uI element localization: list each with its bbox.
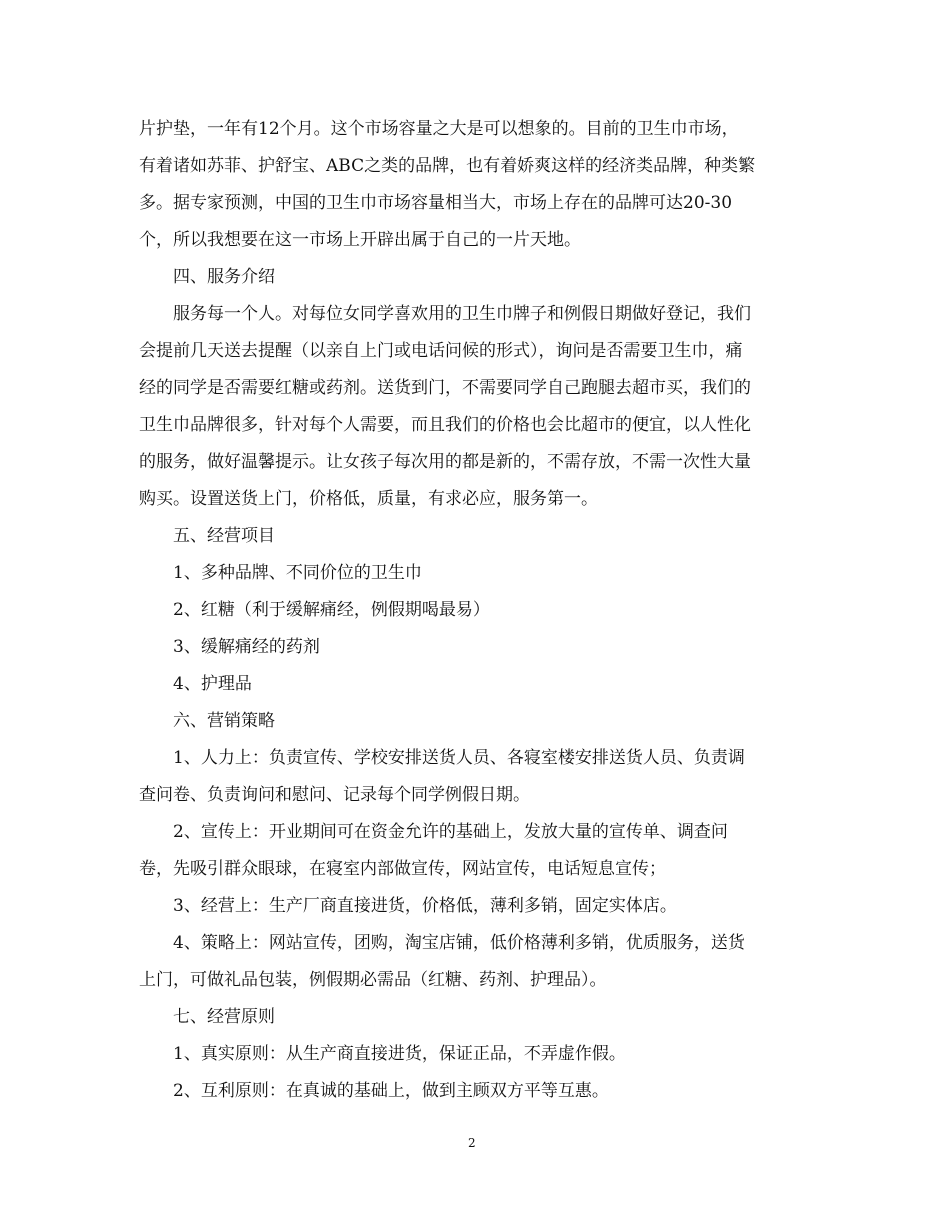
text-line: 片护垫，一年有12个月。这个市场容量之大是可以想象的。目前的卫生巾市场， [139,119,739,139]
list-item: 2、红糖（利于缓解痛经，例假期喝最易） [173,600,490,620]
section-heading: 七、经营原则 [173,1007,275,1027]
text-line: 会提前几天送去提醒（以亲自上门或电话问候的形式），询问是否需要卫生巾，痛 [139,341,743,361]
list-item: 2、互利原则：在真诚的基础上，做到主顾双方平等互惠。 [173,1081,609,1101]
text-line: 卷，先吸引群众眼球，在寝室内部做宣传，网站宣传，电话短息宣传； [139,859,666,879]
list-item: 1、多种品牌、不同价位的卫生巾 [173,563,422,583]
text-line: 多。据专家预测，中国的卫生巾市场容量相当大，市场上存在的品牌可达20-30 [139,193,733,213]
section-heading: 六、营销策略 [173,711,275,731]
text-line: 上门，可做礼品包装，例假期必需品（红糖、药剂、护理品）。 [139,970,607,990]
text-line: 个，所以我想要在这一市场上开辟出属于自己的一片天地。 [139,230,581,250]
list-item: 1、人力上：负责宣传、学校安排送货人员、各寝室楼安排送货人员、负责调 [173,748,745,768]
list-item: 4、护理品 [173,674,252,694]
text-line: 卫生巾品牌很多，针对每个人需要，而且我们的价格也会比超市的便宜，以人性化 [139,415,751,435]
text-line: 的服务，做好温馨提示。让女孩子每次用的都是新的，不需存放，不需一次性大量 [139,452,751,472]
text-line: 服务每一个人。对每位女同学喜欢用的卫生巾牌子和例假日期做好登记，我们 [173,304,751,324]
list-item: 1、真实原则：从生产商直接进货，保证正品，不弄虚作假。 [173,1044,626,1064]
text-line: 经的同学是否需要红糖或药剂。送货到门，不需要同学自己跑腿去超市买，我们的 [139,378,751,398]
list-item: 3、经营上：生产厂商直接进货，价格低，薄利多销，固定实体店。 [173,896,677,916]
list-item: 4、策略上：网站宣传，团购，淘宝店铺，低价格薄利多销，优质服务，送货 [173,933,745,953]
text-line: 查问卷、负责询问和慰问、记录每个同学例假日期。 [139,785,530,805]
list-item: 2、宣传上：开业期间可在资金允许的基础上，发放大量的宣传单、调查问 [173,822,728,842]
section-heading: 五、经营项目 [173,526,275,546]
list-item: 3、缓解痛经的药剂 [173,637,320,657]
page-number: 2 [468,1136,476,1150]
section-heading: 四、服务介绍 [173,267,275,287]
text-line: 有着诸如苏菲、护舒宝、ABC之类的品牌，也有着娇爽这样的经济类品牌，种类繁 [139,156,756,176]
text-line: 购买。设置送货上门，价格低，质量，有求必应，服务第一。 [139,489,598,509]
